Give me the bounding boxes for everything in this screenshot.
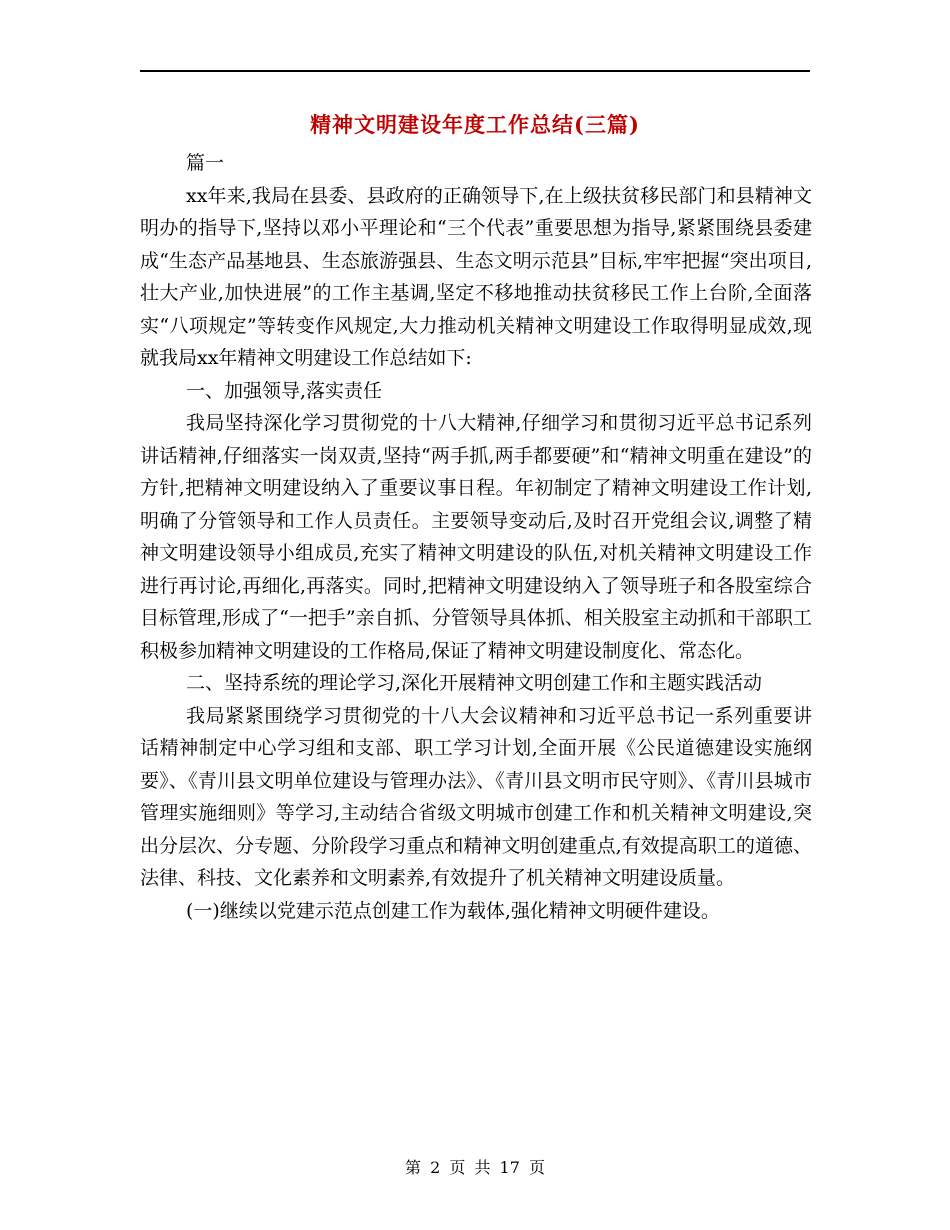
subheading-1: (一)继续以党建示范点创建工作为载体,强化精神文明硬件建设。 xyxy=(186,899,720,922)
paragraph-intro: xx年来,我局在县委、县政府的正确领导下,在上级扶贫移民部门和县精神文明办的指导下,坚持以邓小平理论和“三个代表”重要思想为指导,紧紧围绕县委建成“生态产品基地县、生态旅游强县、生态文明示范县”目标,牢牢把握“突出项目,壮大产业,加快进展”的工作主基调,坚定不移地推动扶贫移民工作上台阶,全面落实“八项规定”等转变作风规定,大力推动机关精神文明建设工作取得明显成效,现就我局xx年精神文明建设工作总结如下: xyxy=(140,184,812,369)
paragraph-2: 我局紧紧围绕学习贯彻党的十八大会议精神和习近平总书记一系列重要讲话精神制定中心学习组和支部、职工学习计划,全面开展《公民道德建设实施纲要》、《青川县文明单位建设与管理办法》、《青川县文明市民守则》、《青川县城市管理实施细则》等学习,主动结合省级文明城市创建工作和机关精神文明建设,突出分层次、分专题、分阶段学习重点和精神文明创建重点,有效提高职工的道德、法律、科技、文化素养和文明素养,有效提升了机关精神文明建设质量。 xyxy=(140,704,812,889)
paragraph-1: 我局坚持深化学习贯彻党的十八大精神,仔细学习和贯彻习近平总书记系列讲话精神,仔细落实一岗双责,坚持“两手抓,两手都要硬”和“精神文明重在建设”的方针,把精神文明建设纳入了重要议事日程。年初制定了精神文明建设工作计划,明确了分管领导和工作人员责任。主要领导变动后,及时召开党组会议,调整了精神文明建设领导小组成员,充实了精神文明建设的队伍,对机关精神文明建设工作进行再讨论,再细化,再落实。同时,把精神文明建设纳入了领导班子和各股室综合目标管理,形成了“一把手”亲自抓、分管领导具体抓、相关股室主动抓和干部职工积极参加精神文明建设的工作格局,保证了精神文明建设制度化、常态化。 xyxy=(140,412,812,662)
heading-1: 一、加强领导,落实责任 xyxy=(186,379,383,402)
heading-2: 二、坚持系统的理论学习,深化开展精神文明创建工作和主题实践活动 xyxy=(186,672,763,694)
page-footer: 第 2 页 共 17 页 xyxy=(405,1158,545,1177)
document-body xyxy=(140,147,812,927)
header-rule xyxy=(140,70,810,72)
document-title: 精神文明建设年度工作总结(三篇) xyxy=(310,112,640,137)
section-label: 篇一 xyxy=(186,152,225,174)
